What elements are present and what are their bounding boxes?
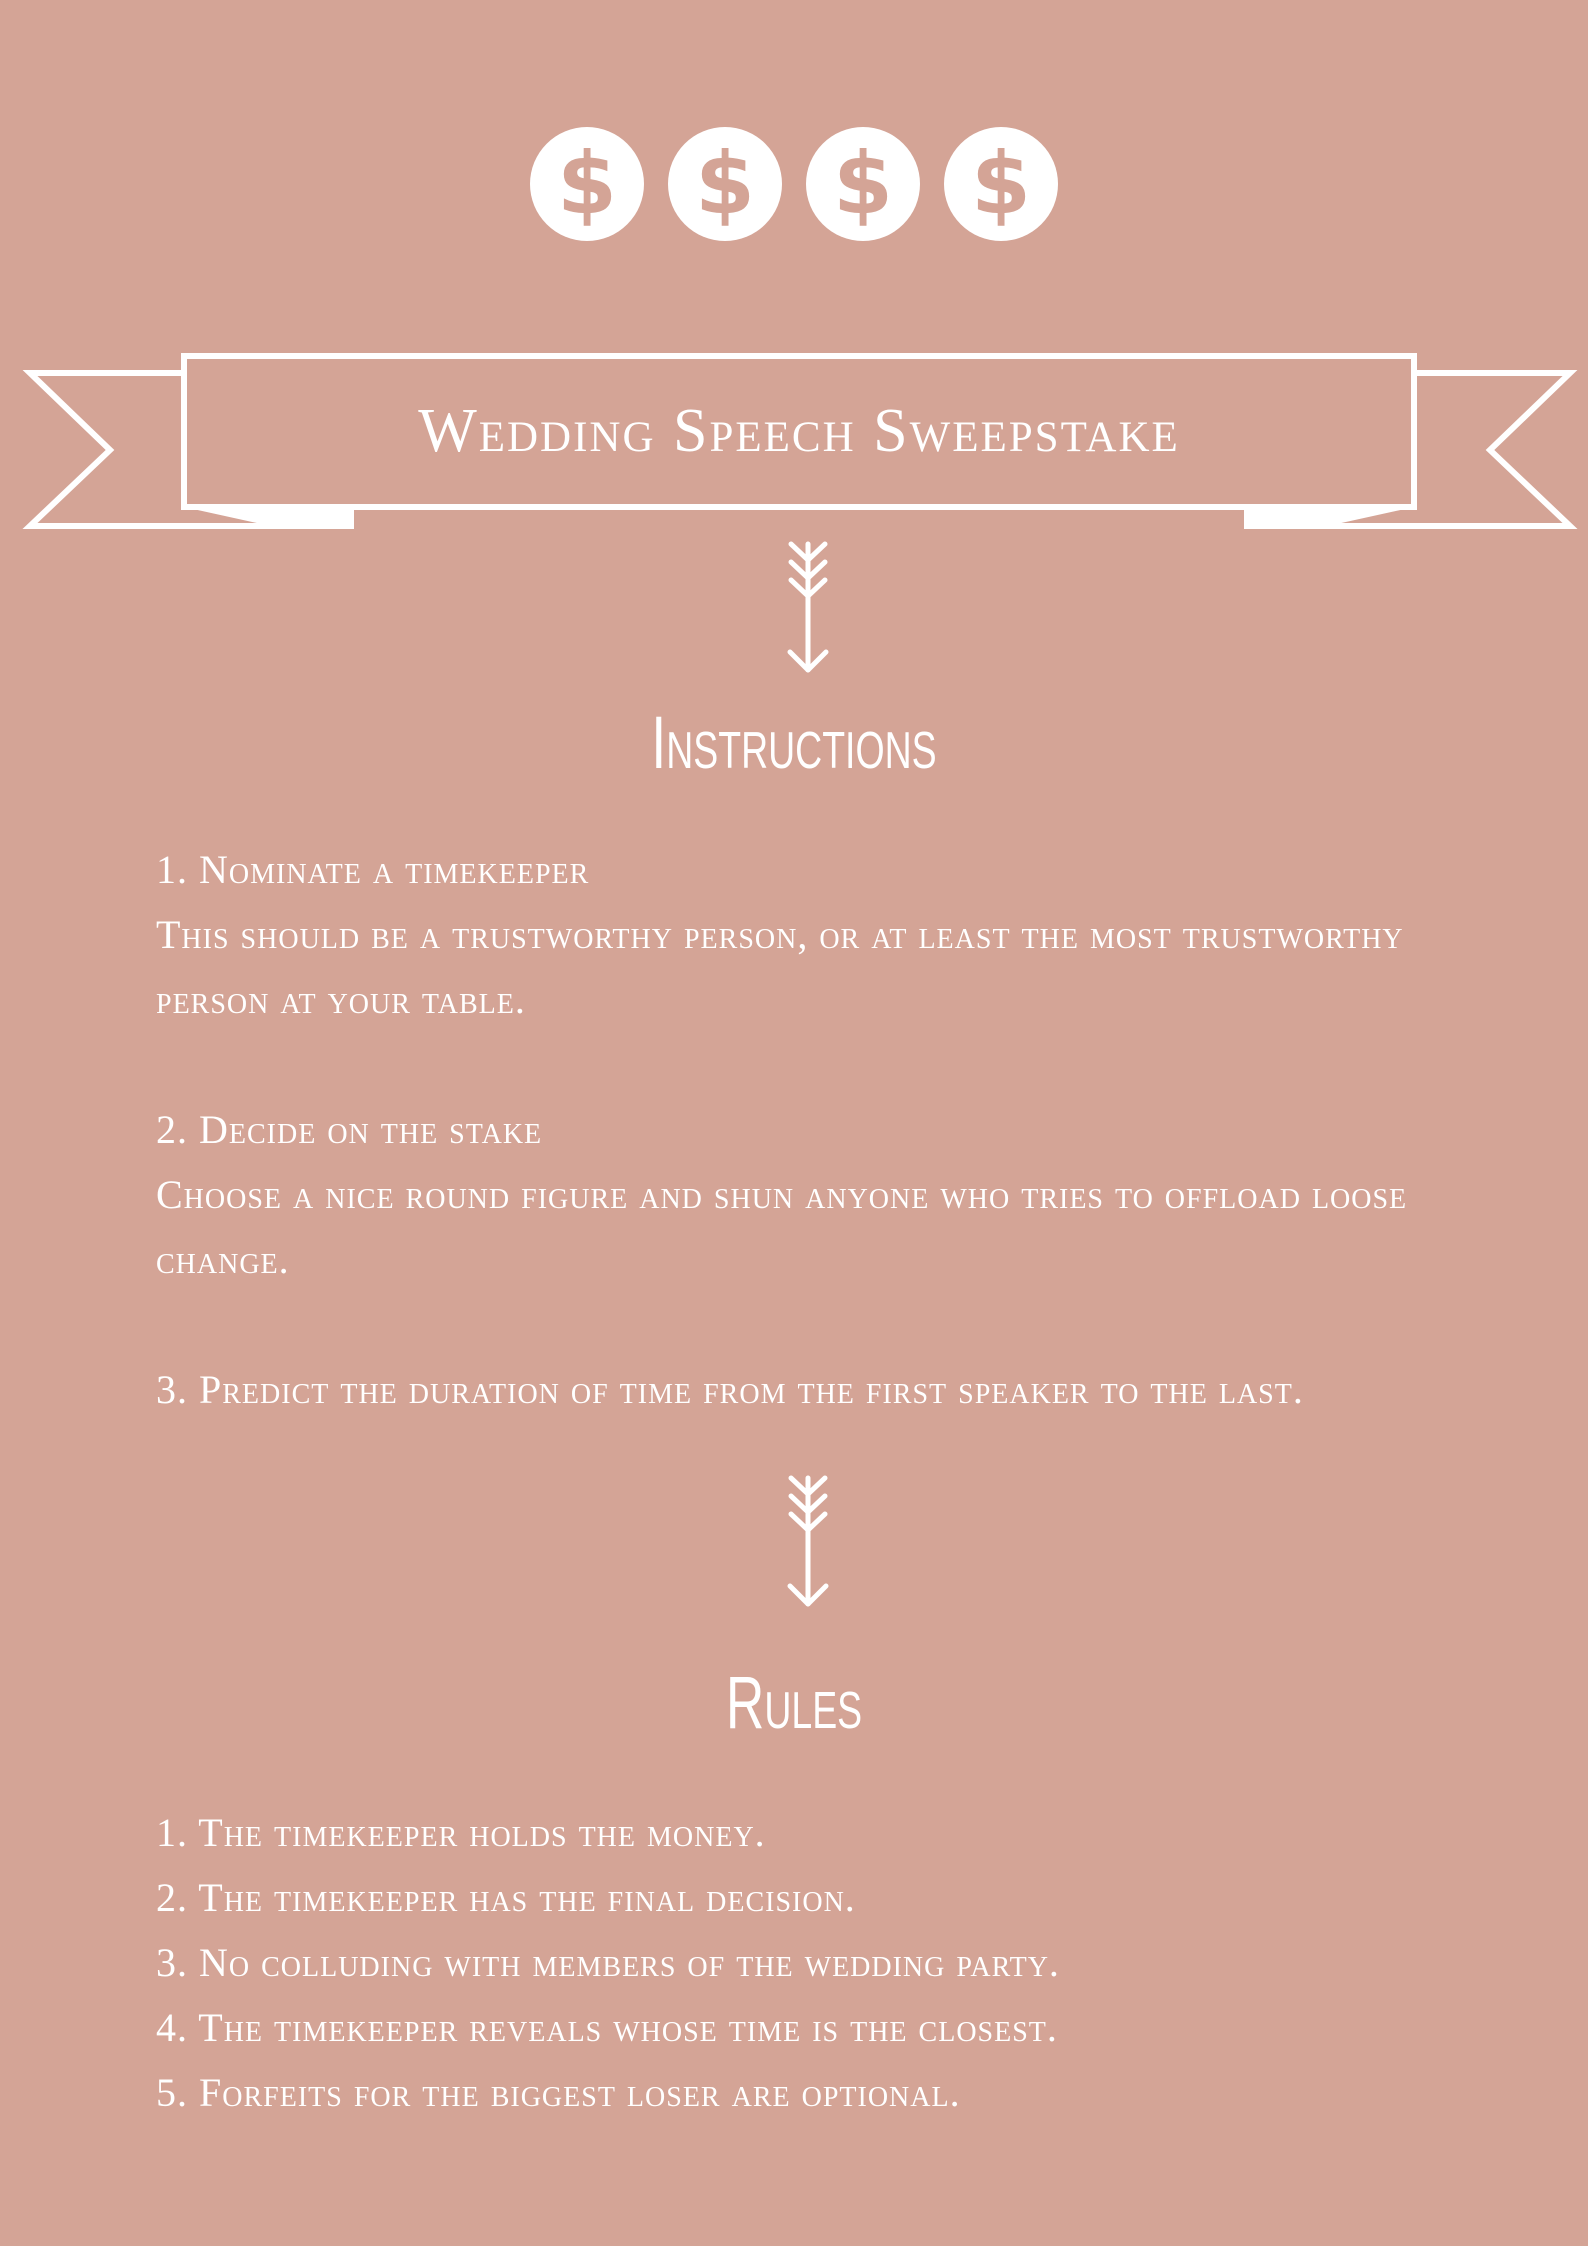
instruction-step-body: Choose a nice round figure and shun anyone who tries to offload loose change. [156, 1172, 1408, 1282]
rules-list [156, 1800, 1456, 2125]
dollar-coin-icon: $ [668, 127, 782, 241]
dollar-coin-icon: $ [530, 127, 644, 241]
rule-item: 2. The timekeeper has the final decision. [156, 1875, 856, 1920]
rule-item: 4. The timekeeper reveals whose time is the closest. [156, 2005, 1058, 2050]
instruction-step-title: 3. Predict the duration of time from the first speaker to the last. [156, 1367, 1304, 1412]
arrow-down-icon [783, 540, 833, 676]
rule-item: 3. No colluding with members of the wedding party. [156, 1940, 1060, 1985]
instructions-heading: Instructions [651, 701, 937, 784]
dollar-coin-icon: $ [944, 127, 1058, 241]
instruction-step [156, 1097, 1456, 1292]
dollar-coins-row [0, 127, 1588, 241]
instruction-step [156, 837, 1456, 1032]
banner-title: Wedding Speech Sweepstake [418, 396, 1180, 465]
rule-item: 1. The timekeeper holds the money. [156, 1810, 766, 1855]
instructions-list [156, 837, 1456, 1422]
instruction-step [156, 1357, 1456, 1422]
rules-heading: Rules [725, 1661, 863, 1744]
instruction-step-body: This should be a trustworthy person, or at least the most trustworthy person at your table. [156, 912, 1404, 1022]
rule-item: 5. Forfeits for the biggest loser are optional. [156, 2070, 961, 2115]
dollar-coin-icon: $ [806, 127, 920, 241]
instruction-step-title: 2. Decide on the stake [156, 1107, 543, 1152]
instruction-step-title: 1. Nominate a timekeeper [156, 847, 590, 892]
arrow-down-icon [783, 1474, 833, 1610]
